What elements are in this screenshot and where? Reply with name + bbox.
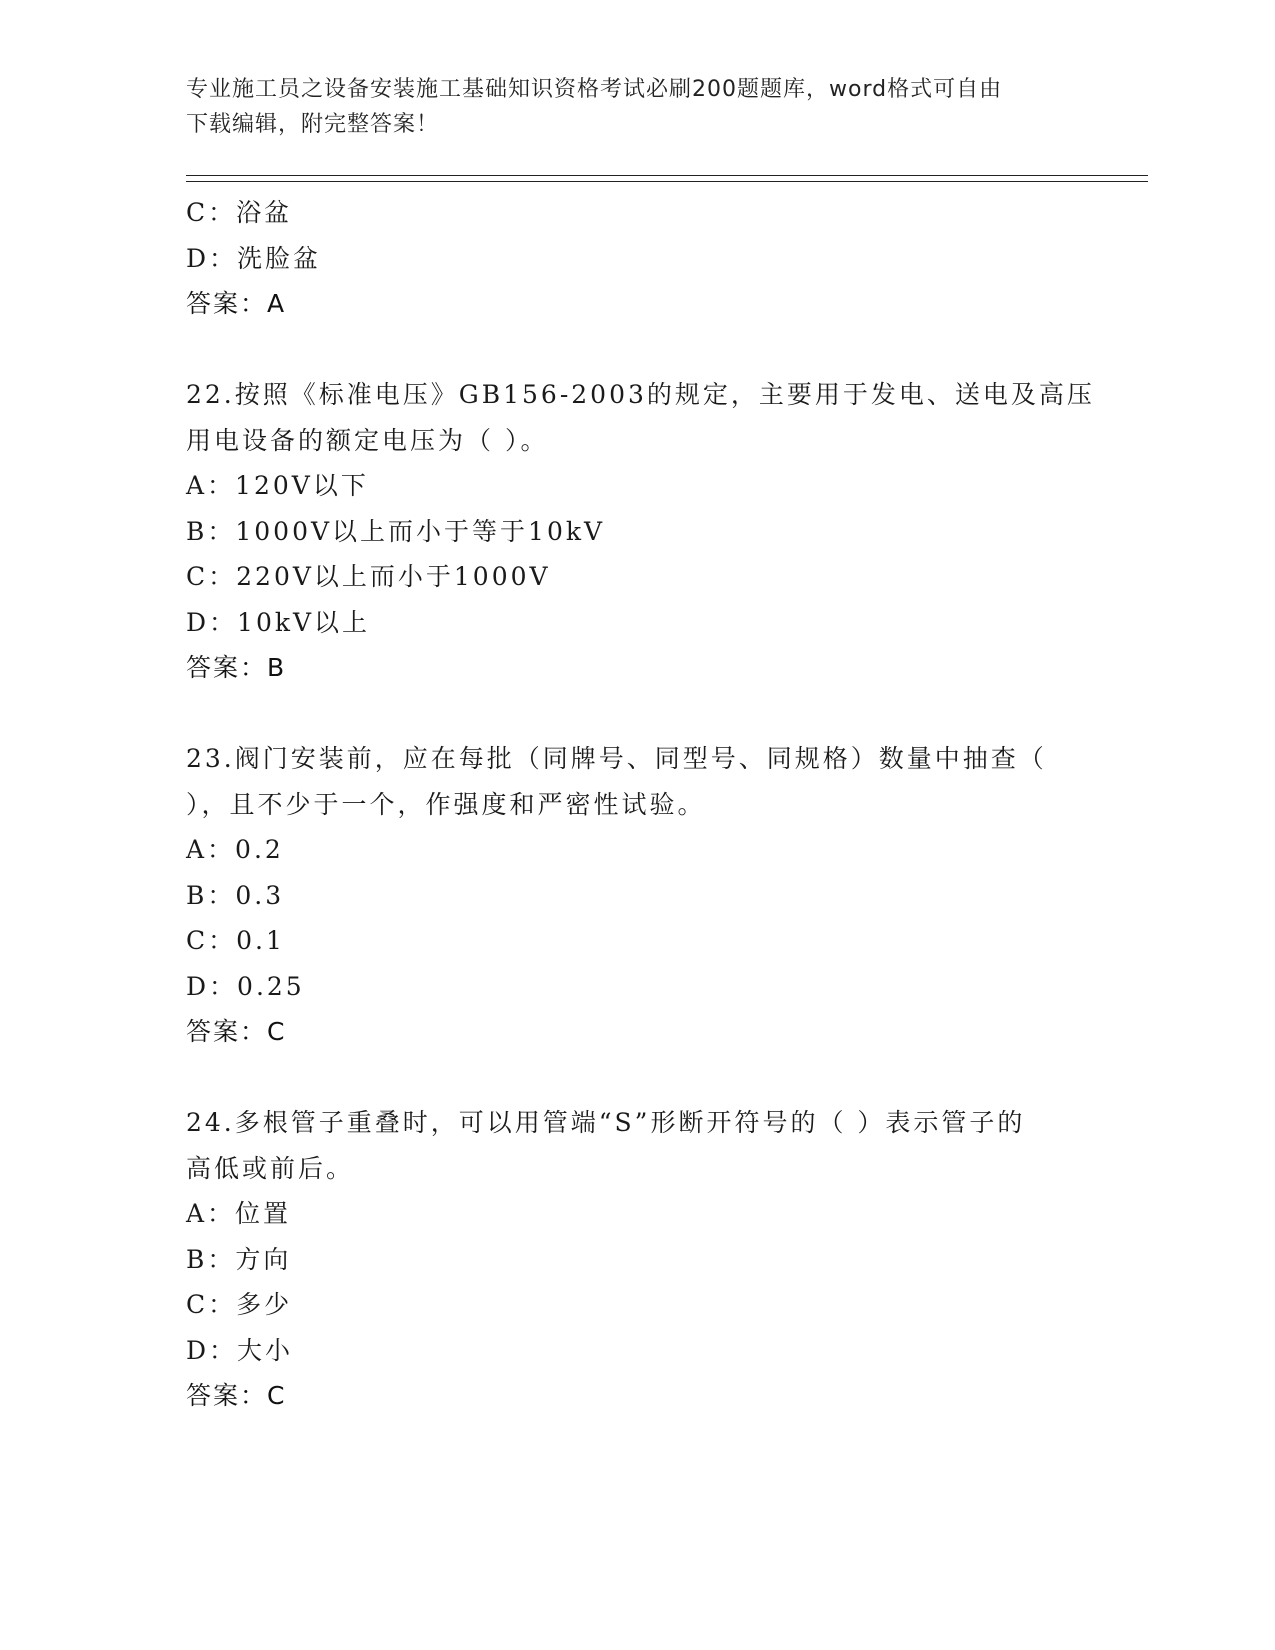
option-b: B：方向 [186, 1244, 292, 1274]
question-24 [186, 1100, 1086, 1419]
question-22 [186, 372, 1095, 691]
question-text-line-2: 高低或前后。 [186, 1153, 355, 1183]
question-list [186, 190, 1095, 1419]
document-header [186, 72, 1086, 142]
header-line-2: 下载编辑，附完整答案！ [186, 112, 440, 137]
option-a: A：0.2 [186, 835, 284, 864]
answer-line: 答案：C [186, 1017, 287, 1046]
option-a: A：120V以下 [186, 471, 369, 500]
question-text-line-1: 22.按照《标准电压》GB156-2003的规定，主要用于发电、送电及高压 [186, 380, 1095, 409]
option-a: A：位置 [186, 1199, 292, 1228]
question-21-tail [186, 190, 1086, 327]
option-b: B：0.3 [186, 880, 285, 910]
header-divider-top [186, 175, 1148, 176]
header-divider-bottom [186, 181, 1148, 182]
spacer [186, 1055, 1086, 1101]
option-c: C：0.1 [186, 926, 285, 955]
option-c: C：220V以上而小于1000V [186, 562, 551, 591]
spacer [186, 327, 1086, 373]
question-23 [186, 736, 1086, 1055]
question-text-line-2: ），且不少于一个，作强度和严密性试验。 [186, 789, 706, 819]
option-d: D：大小 [186, 1335, 294, 1365]
answer-line: 答案：C [186, 1381, 287, 1410]
answer-line: 答案：A [186, 289, 287, 318]
option-c: C：多少 [186, 1290, 293, 1319]
option-d: D：10kV以上 [186, 607, 371, 637]
question-text-line-1: 24.多根管子重叠时，可以用管端“S”形断开符号的（ ）表示管子的 [186, 1108, 1026, 1137]
header-line-1: 专业施工员之设备安装施工基础知识资格考试必刷200题题库，word格式可自由 [186, 77, 1003, 102]
option-d: D：洗脸盆 [186, 243, 322, 273]
option-b: B：1000V以上而小于等于10kV [186, 516, 606, 546]
answer-line: 答案：B [186, 653, 287, 682]
option-c: C：浴盆 [186, 198, 293, 227]
option-d: D：0.25 [186, 971, 305, 1001]
spacer [186, 691, 1086, 737]
question-text-line-2: 用电设备的额定电压为（ ）。 [186, 425, 549, 455]
question-text-line-1: 23.阀门安装前，应在每批（同牌号、同型号、同规格）数量中抽查（ [186, 744, 1047, 773]
